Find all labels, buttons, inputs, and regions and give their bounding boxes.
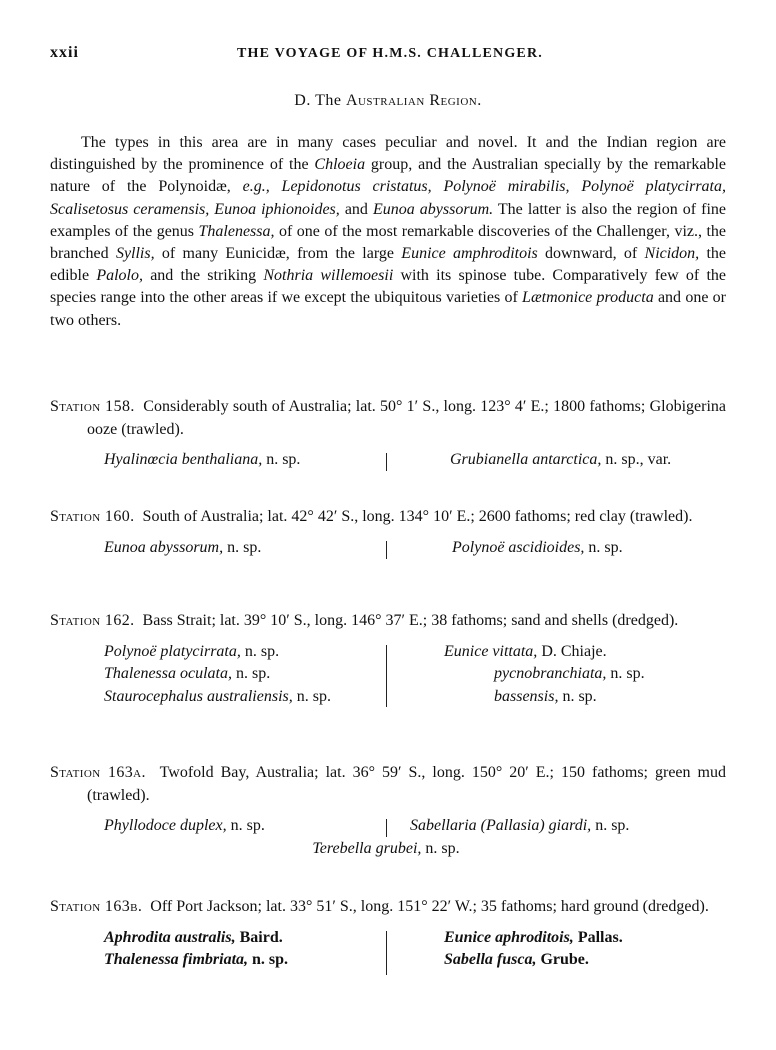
intro-text: and one or two others.	[50, 289, 727, 329]
species-name: Hyalinœcia benthaliana,	[104, 451, 263, 468]
species-right	[384, 537, 726, 560]
species-row	[50, 641, 726, 664]
intro-text: the edible	[50, 245, 727, 285]
species-note: Grube.	[536, 951, 589, 968]
column-divider	[386, 931, 387, 975]
station-163a	[50, 762, 726, 860]
species-name: pycnobranchiata,	[494, 665, 607, 682]
station-label: Station 162.	[50, 612, 135, 629]
species-note: n. sp.	[421, 839, 460, 857]
intro-italic: e.g., Lepidonotus cristatus, Polynoë mirabilis, Polynoë platycirrata, Scalisetosus ceramensis, Eunoa iphionoides,	[50, 178, 726, 218]
intro-text: group, and the Australian specially by the remarkable nature of the Polynoidæ,	[50, 156, 727, 196]
species-note: n. sp.	[591, 817, 630, 834]
station-details: South of Australia; lat. 42° 42′ S., long. 134° 10′ E.; 2600 fathoms; red clay (trawled).	[142, 508, 693, 525]
column-divider	[386, 453, 387, 471]
species-note: n. sp.	[248, 951, 289, 968]
station-description	[50, 610, 726, 633]
species-right	[384, 663, 726, 686]
intro-italic: Eunoa abyssorum.	[372, 200, 494, 218]
species-name: Sabella fusca,	[444, 951, 537, 968]
species-table	[50, 815, 726, 860]
species-row	[50, 663, 726, 686]
intro-text: and	[339, 200, 373, 218]
running-title: THE VOYAGE OF H.M.S. CHALLENGER.	[237, 46, 543, 61]
species-right	[384, 949, 726, 972]
species-name: Polynoë ascidioides,	[452, 538, 585, 556]
station-label: Station 163a.	[50, 764, 146, 781]
species-left	[50, 449, 384, 472]
intro-italic: Chloeia	[314, 156, 366, 174]
species-left	[50, 927, 384, 950]
section-title	[0, 92, 776, 110]
station-label: Station 158.	[50, 398, 135, 415]
species-note: n. sp.	[262, 451, 301, 468]
species-note: D. Chiaje.	[537, 642, 607, 660]
species-name: Staurocephalus australiensis,	[104, 687, 293, 705]
species-name: Thalenessa fimbriata,	[104, 951, 249, 968]
station-description	[50, 762, 726, 807]
species-left	[50, 663, 384, 686]
station-163b	[50, 896, 726, 972]
species-row	[50, 815, 726, 838]
species-row	[50, 927, 726, 950]
species-right	[384, 686, 726, 709]
station-description	[50, 396, 726, 441]
species-right	[384, 449, 726, 472]
species-note: Pallas.	[573, 928, 623, 946]
intro-italic: Eunice amphroditois	[401, 245, 538, 263]
station-details: Bass Strait; lat. 39° 10′ S., long. 146° 37′ E.; 38 fathoms; sand and shells (dredged).	[142, 612, 679, 629]
station-details: Off Port Jackson; lat. 33° 51′ S., long. 151° 22′ W.; 35 fathoms; hard ground (dredged).	[150, 898, 709, 915]
species-left	[50, 641, 384, 664]
species-row-center	[50, 838, 726, 861]
species-note: n. sp.	[292, 687, 331, 705]
species-row	[50, 949, 726, 972]
species-name: Terebella grubei,	[312, 839, 422, 857]
intro-text: downward, of	[537, 245, 645, 263]
species-right	[384, 815, 726, 838]
station-label: Station 160.	[50, 508, 135, 525]
species-note: n. sp.	[606, 665, 645, 682]
species-row	[50, 686, 726, 709]
species-name: Phyllodoce duplex,	[104, 817, 227, 834]
species-name: Thalenessa oculata,	[104, 665, 232, 682]
intro-paragraph	[50, 132, 726, 332]
species-name: Sabellaria (Pallasia) giardi,	[410, 817, 592, 834]
station-details: Considerably south of Australia; lat. 50° 1′ S., long. 123° 4′ E.; 1800 fathoms; Globigerina ooze (trawled).	[87, 398, 727, 438]
section-title-first: The	[315, 92, 346, 109]
intro-italic: Syllis,	[115, 245, 155, 263]
species-left	[50, 815, 384, 838]
column-divider	[386, 819, 387, 837]
species-name: bassensis,	[494, 687, 559, 705]
species-center	[86, 838, 726, 861]
species-name: Grubianella antarctica,	[450, 451, 602, 468]
intro-italic: Lætmonice producta	[522, 289, 654, 307]
column-divider	[386, 645, 387, 707]
species-left	[50, 949, 384, 972]
species-table	[50, 641, 726, 709]
species-note: n. sp.	[226, 817, 265, 834]
species-note: n. sp.	[558, 687, 597, 705]
station-label: Station 163b.	[50, 898, 143, 915]
column-divider	[386, 541, 387, 559]
page-number: xxii	[50, 44, 79, 61]
station-160	[50, 506, 726, 559]
section-letter: D.	[294, 92, 311, 109]
species-table	[50, 449, 726, 472]
intro-text: with its spinose tube. Comparatively few of the species range into the other areas if we except the ubiquitous varieties of	[50, 267, 727, 307]
section-title-caps: Australian Region.	[345, 92, 482, 109]
species-name: Aphrodita australis,	[104, 928, 236, 946]
species-note: n. sp.	[584, 538, 623, 556]
intro-italic: Nicidon,	[644, 245, 700, 263]
species-left	[50, 686, 384, 709]
species-right	[384, 641, 726, 664]
species-name: Eunice aphroditois,	[444, 928, 574, 946]
station-description	[50, 506, 726, 529]
species-left	[50, 537, 384, 560]
species-row	[50, 449, 726, 472]
species-name: Polynoë platycirrata,	[104, 642, 241, 660]
species-name: Eunoa abyssorum,	[104, 538, 224, 556]
station-description	[50, 896, 726, 919]
species-table	[50, 927, 726, 972]
station-details: Twofold Bay, Australia; lat. 36° 59′ S., long. 150° 20′ E.; 150 fathoms; green mud (trawled).	[87, 764, 726, 804]
page-header	[50, 44, 730, 68]
species-table	[50, 537, 726, 560]
intro-text: and the striking	[142, 267, 264, 285]
species-name: Eunice vittata,	[444, 642, 538, 660]
intro-italic: Nothria willemoesii	[263, 267, 394, 285]
species-note: n. sp.	[240, 642, 280, 660]
intro-italic: Palolo,	[96, 267, 143, 285]
species-row	[50, 537, 726, 560]
intro-text: of one of the most remarkable discoveries of the Challenger, viz., the branched	[50, 222, 726, 263]
species-note: n. sp.	[223, 538, 262, 556]
station-162	[50, 610, 726, 708]
station-158	[50, 396, 726, 472]
species-note: n. sp., var.	[601, 451, 672, 468]
species-note: n. sp.	[232, 665, 271, 682]
intro-text: The types in this area are in many cases peculiar and novel. It and the Indian region are distinguished by the prominence of the	[50, 134, 726, 174]
intro-text: of many Eunicidæ, from the large	[154, 245, 402, 263]
intro-text: The latter is also the region of fine examples of the genus	[50, 200, 727, 240]
species-note: Baird.	[235, 928, 283, 946]
intro-italic: Thalenessa,	[198, 222, 275, 240]
species-right	[384, 927, 726, 950]
